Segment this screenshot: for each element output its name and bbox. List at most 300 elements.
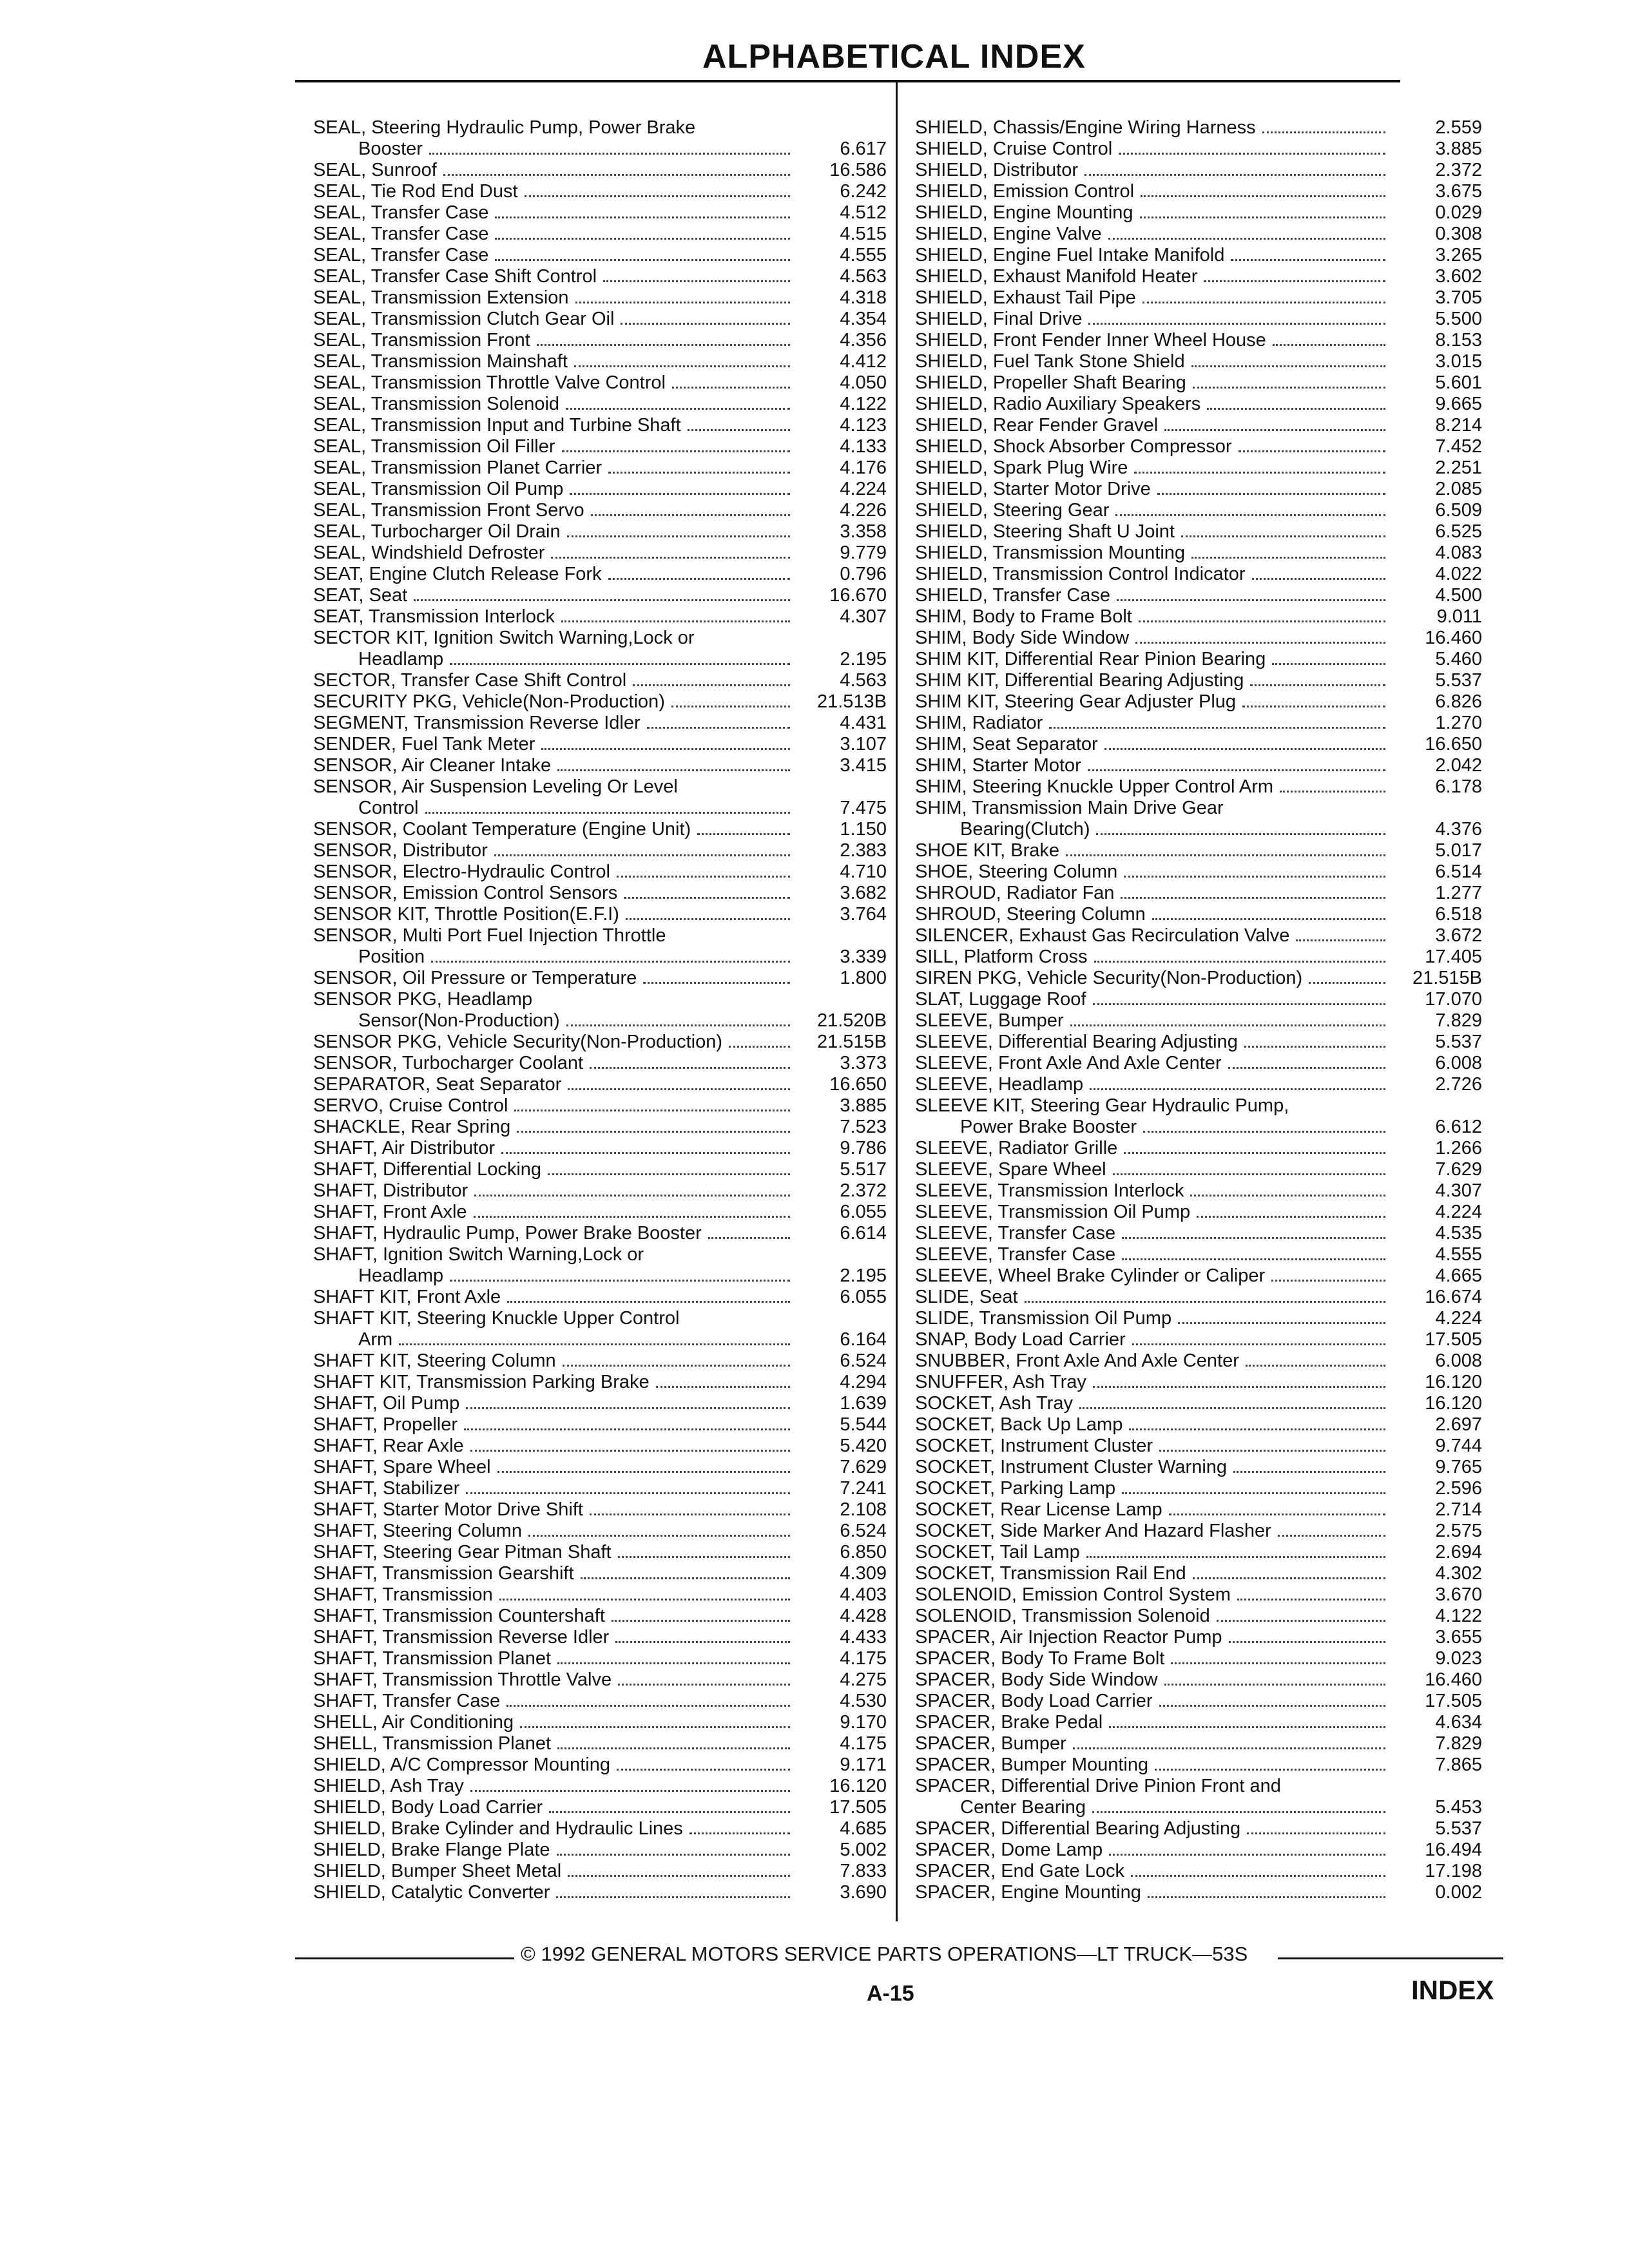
index-entry [915,224,1482,245]
index-entry [313,1606,887,1627]
entry-page: 4.275 [840,1669,887,1690]
dot-leader [1115,514,1385,516]
dot-leader [1309,982,1385,984]
entry-page: 3.415 [840,755,887,776]
index-entry [915,1287,1482,1308]
entry-name: SHIM, Starter Motor [915,755,1081,776]
entry-name: SHIELD, Engine Mounting [915,202,1133,223]
dot-leader [1122,1237,1385,1239]
footer-rule-right [1278,1957,1503,1959]
index-entry [313,925,887,968]
dot-leader [464,1428,790,1430]
index-entry [313,479,887,500]
index-entry [313,1436,887,1457]
dot-leader [474,1195,790,1196]
entry-page: 4.512 [840,202,887,223]
entry-continuation-row [915,819,1482,840]
entry-name: SENSOR, Distributor [313,840,488,861]
index-entry [313,1840,887,1861]
index-entry [313,181,887,202]
index-entry [915,543,1482,564]
entry-name: SEAL, Windshield Defroster [313,543,545,563]
entry-page: 6.617 [840,139,887,159]
entry-name: SHAFT, Rear Axle [313,1436,464,1456]
index-entry [915,1010,1482,1032]
entry-name: SEAL, Sunroof [313,160,437,180]
dot-leader [431,961,790,963]
dot-leader [561,620,790,622]
dot-leader [1159,1705,1385,1707]
entry-page: 2.195 [840,1265,887,1286]
page-title: ALPHABETICAL INDEX [702,38,1086,75]
dot-leader [1239,450,1385,452]
entry-name: SHIELD, Ash Tray [313,1776,464,1796]
dot-leader [1207,408,1385,410]
dot-leader [1237,1599,1385,1600]
entry-name: SHOE, Steering Column [915,861,1118,882]
entry-name: SHAFT, Ignition Switch Warning,Lock or [313,1244,644,1265]
dot-leader [1247,1832,1385,1834]
entry-page: 5.460 [1435,649,1482,669]
index-entry [915,1840,1482,1861]
entry-page: 5.420 [840,1436,887,1456]
entry-page: 3.670 [1435,1584,1482,1605]
index-entry [313,585,887,606]
entry-page: 3.672 [1435,925,1482,946]
entry-name: SHAFT KIT, Transmission Parking Brake [313,1372,650,1392]
entry-page: 8.153 [1435,330,1482,351]
dot-leader [1104,748,1385,750]
entry-page: 2.372 [840,1180,887,1201]
entry-name: SPACER, Differential Bearing Adjusting [915,1818,1241,1839]
dot-leader [1217,1620,1385,1622]
entry-page: 21.515B [816,1032,887,1052]
dot-leader [656,1386,790,1388]
index-entry [313,1414,887,1436]
entry-name-continuation: Control [358,798,419,818]
index-entry [313,1882,887,1903]
dot-leader [562,450,791,452]
entry-name: SEAL, Transfer Case Shift Control [313,266,597,287]
entry-name: SPACER, Dome Lamp [915,1840,1103,1860]
index-entry [915,947,1482,968]
entry-name: SHIELD, Front Fender Inner Wheel House [915,330,1266,351]
dot-leader [729,1046,790,1048]
entry-page: 17.505 [829,1797,887,1818]
entry-page: 4.050 [840,372,887,393]
dot-leader [537,344,790,346]
dot-leader [617,1769,790,1771]
entry-name: SHAFT KIT, Steering Knuckle Upper Control [313,1308,680,1329]
index-entry [313,691,887,713]
entry-page: 6.008 [1435,1350,1482,1371]
index-entry [915,1861,1482,1882]
section-label: INDEX [1411,1975,1494,2005]
dot-leader [495,238,790,240]
page-number: A-15 [867,1981,914,2006]
entry-name: SHAFT, Distributor [313,1180,468,1201]
index-entry [313,1138,887,1159]
entry-name: SHIELD, Brake Cylinder and Hydraulic Lines [313,1818,683,1839]
entry-page: 3.602 [1435,266,1482,287]
index-entry [915,330,1482,351]
dot-leader [1084,174,1385,176]
dot-leader [608,472,790,474]
dot-leader [567,535,790,537]
entry-name: SOCKET, Rear License Lamp [915,1499,1162,1520]
dot-leader [1066,854,1385,856]
dot-leader [1191,557,1385,559]
dot-leader [528,1535,790,1537]
entry-page: 4.224 [1435,1308,1482,1329]
entry-name: SEAL, Transmission Extension [313,287,569,308]
entry-name: SOLENOID, Transmission Solenoid [915,1606,1210,1626]
entry-page: 16.120 [1425,1372,1482,1392]
index-entry [915,606,1482,628]
entry-page: 4.412 [840,351,887,372]
entry-name: SENSOR, Turbocharger Coolant [313,1053,584,1073]
index-entry [313,330,887,351]
entry-page: 4.307 [1435,1180,1482,1201]
index-entry [915,734,1482,755]
dot-leader [618,1684,790,1686]
dot-leader [549,1811,790,1813]
entry-page: 5.601 [1435,372,1482,393]
dot-leader [1246,1365,1385,1367]
index-entry [915,415,1482,436]
entry-name: SNUFFER, Ash Tray [915,1372,1086,1392]
index-entry [313,1117,887,1138]
index-entry [915,755,1482,776]
entry-name: SEAL, Transmission Solenoid [313,394,560,414]
dot-leader [1204,280,1385,282]
index-entry [915,691,1482,713]
entry-name: SHIELD, Distributor [915,160,1079,180]
dot-leader [643,982,790,984]
entry-page: 4.634 [1435,1712,1482,1733]
entry-page: 4.309 [840,1563,887,1584]
entry-name: SLEEVE, Radiator Grille [915,1138,1118,1158]
entry-name: SHAFT, Steering Column [313,1521,522,1541]
dot-leader [1229,1641,1385,1643]
index-entry [313,1712,887,1733]
index-entry [915,1244,1482,1265]
entry-page: 7.452 [1435,436,1482,457]
dot-leader [1271,1280,1385,1282]
title-rule [295,80,1400,82]
dot-leader [1139,620,1385,622]
dot-leader [1143,1131,1385,1133]
entry-page: 21.515B [1412,968,1482,988]
entry-page: 16.650 [829,1074,887,1095]
dot-leader [1140,216,1385,218]
entry-page: 9.765 [1435,1457,1482,1477]
entry-page: 4.302 [1435,1563,1482,1584]
index-entry [915,1074,1482,1095]
entry-page: 7.523 [840,1117,887,1137]
entry-page: 7.629 [840,1457,887,1477]
entry-page: 6.055 [840,1202,887,1222]
entry-name: SLEEVE, Spare Wheel [915,1159,1106,1180]
index-entry [313,1584,887,1606]
index-entry [313,1521,887,1542]
entry-page: 2.697 [1435,1414,1482,1435]
entry-name: SOCKET, Side Marker And Hazard Flasher [915,1521,1271,1541]
entry-page: 1.266 [1435,1138,1482,1158]
entry-name: SHIM, Body Side Window [915,628,1130,648]
entry-name: SILENCER, Exhaust Gas Recirculation Valve [915,925,1290,946]
entry-name: SHIELD, Cruise Control [915,139,1113,159]
dot-leader [1280,791,1385,793]
index-entry [915,628,1482,649]
dot-leader [551,557,790,559]
entry-name: SPACER, Engine Mounting [915,1882,1141,1903]
index-entry [915,1754,1482,1776]
dot-leader [495,259,790,261]
index-entry [313,734,887,755]
index-entry [313,372,887,394]
entry-name: SENSOR, Multi Port Fuel Injection Throttle [313,925,666,946]
entry-page: 4.224 [840,479,887,499]
dot-leader [612,1620,790,1622]
index-entry [915,1776,1482,1818]
entry-page: 7.475 [840,798,887,818]
index-entry [313,309,887,330]
index-entry [915,457,1482,479]
dot-leader [466,1492,790,1494]
entry-name: SENSOR, Oil Pressure or Temperature [313,968,637,988]
dot-leader [520,1726,790,1728]
entry-page: 2.559 [1435,117,1482,138]
dot-leader [1109,1726,1385,1728]
entry-name: SOCKET, Back Up Lamp [915,1414,1123,1435]
index-entry [313,904,887,925]
entry-page: 3.655 [1435,1627,1482,1648]
dot-leader [671,706,790,707]
entry-name: SOCKET, Instrument Cluster [915,1436,1153,1456]
entry-page: 3.705 [1435,287,1482,308]
index-entry [313,1478,887,1499]
dot-leader [1190,1195,1385,1196]
entry-page: 6.826 [1435,691,1482,712]
index-entry [313,1542,887,1563]
entry-name: SHAFT, Propeller [313,1414,458,1435]
index-entry [313,1244,887,1287]
dot-leader [1096,833,1385,835]
index-entry [313,968,887,989]
dot-leader [556,1896,790,1898]
entry-page: 9.023 [1435,1648,1482,1669]
entry-page: 6.514 [1435,861,1482,882]
entry-page: 4.500 [1435,585,1482,606]
entry-name: SHOE KIT, Brake [915,840,1060,861]
index-entry [915,904,1482,925]
dot-leader [1193,387,1385,389]
index-entry [915,1138,1482,1159]
entry-page: 5.500 [1435,309,1482,329]
index-entry [313,202,887,224]
dot-leader [425,812,791,814]
entry-name: SHIELD, Brake Flange Plate [313,1840,550,1860]
entry-page: 3.107 [840,734,887,754]
dot-leader [1169,1514,1385,1515]
index-entry [915,649,1482,670]
entry-page: 4.555 [1435,1244,1482,1265]
dot-leader [566,408,790,410]
entry-page: 4.122 [1435,1606,1482,1626]
entry-page: 16.120 [1425,1393,1482,1414]
index-entry [915,883,1482,904]
index-entry [313,713,887,734]
index-entry [915,1372,1482,1393]
index-entry [313,1287,887,1308]
entry-page: 4.431 [840,713,887,733]
index-entry [915,1265,1482,1287]
dot-leader [1088,769,1385,771]
dot-leader [557,1662,790,1664]
entry-page: 4.133 [840,436,887,457]
entry-name: SHIELD, A/C Compressor Mounting [313,1754,610,1775]
dot-leader [548,1173,790,1175]
entry-page: 5.537 [1435,1032,1482,1052]
entry-page: 2.251 [1435,457,1482,478]
index-entry [313,521,887,543]
entry-name: SHAFT, Front Axle [313,1202,467,1222]
entry-name: SLEEVE, Bumper [915,1010,1064,1031]
entry-page: 9.779 [840,543,887,563]
index-entry [313,1648,887,1669]
entry-name: SHIM KIT, Differential Bearing Adjusting [915,670,1244,691]
entry-page: 2.726 [1435,1074,1482,1095]
entry-page: 17.505 [1425,1329,1482,1350]
index-entry [915,309,1482,330]
index-entry [915,564,1482,585]
entry-page: 0.308 [1435,224,1482,244]
entry-name: SENSOR, Emission Control Sensors [313,883,618,903]
entry-continuation-row [915,1797,1482,1818]
entry-name: SHIELD, Exhaust Tail Pipe [915,287,1136,308]
entry-continuation-row [313,1265,887,1287]
dot-leader [495,216,790,218]
entry-page: 4.433 [840,1627,887,1648]
dot-leader [566,1024,790,1026]
dot-leader [1093,1003,1386,1005]
entry-page: 7.833 [840,1861,887,1881]
index-entry [915,1712,1482,1733]
dot-leader [590,1514,790,1515]
entry-page: 16.460 [1425,628,1482,648]
entry-page: 4.083 [1435,543,1482,563]
dot-leader [1113,1173,1385,1175]
index-entry [915,1669,1482,1691]
index-entry [313,1797,887,1818]
entry-page: 4.175 [840,1733,887,1754]
entry-page: 2.085 [1435,479,1482,499]
dot-leader [1157,493,1385,495]
dot-leader [557,769,790,771]
entry-name: SHAFT, Transmission Throttle Valve [313,1669,612,1690]
entry-continuation-row [915,1117,1482,1138]
entry-name: SLEEVE KIT, Steering Gear Hydraulic Pump, [915,1095,1289,1116]
index-entry [915,1521,1482,1542]
entry-continuation-row [313,139,887,160]
index-entry [915,670,1482,691]
entry-page: 6.850 [840,1542,887,1562]
entry-page: 4.356 [840,330,887,351]
index-entry [313,564,887,585]
entry-page: 9.011 [1436,606,1482,627]
index-entry [915,861,1482,883]
index-entry [915,1542,1482,1563]
dot-leader [1131,1875,1385,1877]
dot-leader [1129,1428,1385,1430]
index-entry [915,1095,1482,1138]
dot-leader [1132,1343,1385,1345]
dot-leader [1178,1322,1385,1324]
index-entry [313,840,887,861]
index-entry [915,117,1482,139]
entry-page: 2.694 [1435,1542,1482,1562]
index-entry [915,776,1482,798]
entry-name: SPACER, Differential Drive Pinion Front and [915,1776,1281,1796]
index-entry [313,989,887,1032]
index-entry [915,840,1482,861]
entry-name: SPACER, Air Injection Reactor Pump [915,1627,1222,1648]
index-entry [313,457,887,479]
entry-name: SEAL, Transmission Planet Carrier [313,457,602,478]
entry-name: SLEEVE, Wheel Brake Cylinder or Caliper [915,1265,1266,1286]
dot-leader [466,1407,790,1409]
footer-rule-left [295,1957,514,1959]
dot-leader [1244,1046,1385,1048]
entry-page: 4.563 [840,266,887,287]
entry-name: SEAT, Seat [313,585,408,606]
entry-name: SPACER, Bumper [915,1733,1066,1754]
entry-page: 21.513B [816,691,887,712]
entry-continuation-row [313,1329,887,1350]
entry-page: 7.829 [1435,1733,1482,1754]
entry-page: 16.650 [1425,734,1482,754]
index-entry [313,117,887,160]
entry-name-continuation: Position [358,947,425,967]
dot-leader [581,1577,791,1579]
entry-name: SHIM KIT, Differential Rear Pinion Bearing [915,649,1266,669]
index-column-right [915,117,1482,1903]
entry-name: SHIM, Steering Knuckle Upper Control Arm [915,776,1274,797]
entry-name: SEAL, Transfer Case [313,202,489,223]
index-entry [313,1818,887,1840]
entry-name: SIREN PKG, Vehicle Security(Non-Production) [915,968,1303,988]
dot-leader [1121,897,1385,899]
entry-name: SHIELD, Chassis/Engine Wiring Harness [915,117,1256,138]
index-entry [313,351,887,372]
entry-page: 2.042 [1435,755,1482,776]
entry-page: 4.175 [840,1648,887,1669]
index-entry [313,1159,887,1180]
index-entry [313,861,887,883]
index-entry [915,968,1482,989]
dot-leader [689,1832,790,1834]
entry-page: 7.865 [1435,1754,1482,1775]
index-entry [313,1691,887,1712]
entry-page: 9.786 [840,1138,887,1158]
entry-page: 5.537 [1435,1818,1482,1839]
dot-leader [1134,472,1385,474]
entry-name: SLIDE, Seat [915,1287,1018,1307]
index-entry [915,1563,1482,1584]
entry-name: SHIELD, Transmission Control Indicator [915,564,1246,584]
index-entry [915,1691,1482,1712]
